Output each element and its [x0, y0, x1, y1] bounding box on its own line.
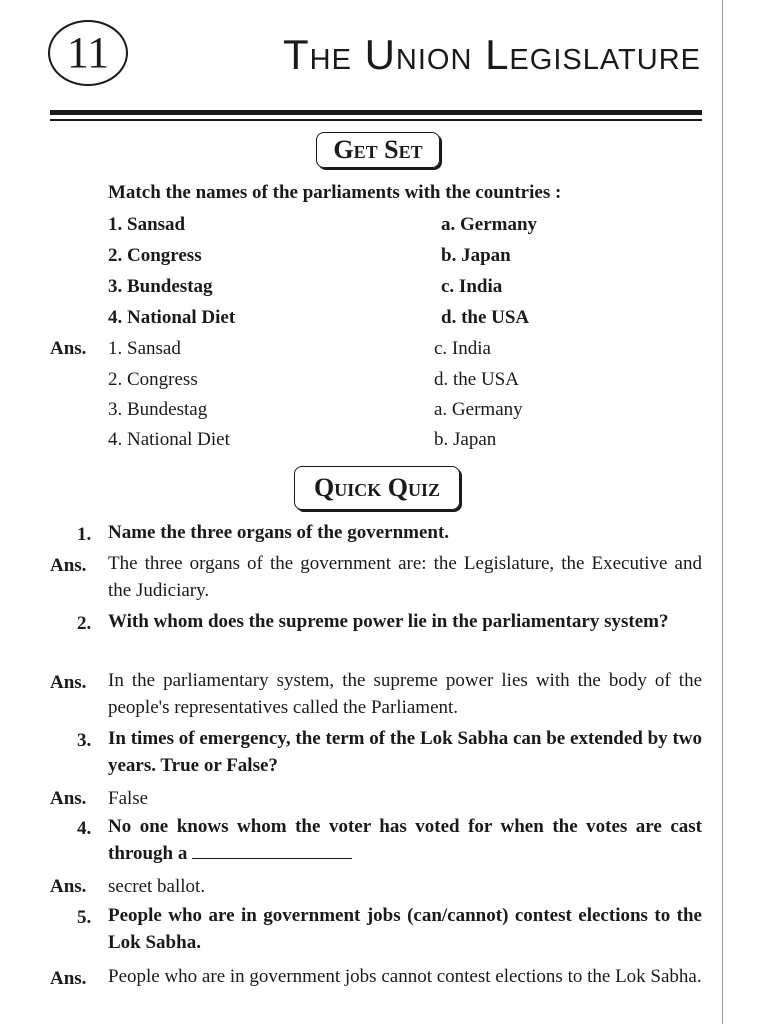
match-right-item: b. Japan [441, 245, 511, 266]
chapter-number-badge [48, 20, 128, 86]
question-text: With whom does the supreme power lie in the parliamentary system? [108, 611, 669, 632]
chapter-number: 11 [66, 28, 110, 77]
question-number: 1. [77, 524, 92, 545]
answer-label: Ans. [50, 555, 87, 576]
quick-quiz-heading [294, 466, 460, 510]
question-text: In times of emergency, the term of the Lok Sabha can be extended by two years. True or False? [108, 728, 702, 776]
match-instruction: Match the names of the parliaments with the countries : [108, 182, 562, 203]
answer-label: Ans. [50, 788, 87, 809]
match-left-item: 3. Bundestag [108, 276, 213, 297]
match-left-item: 1. Sansad [108, 214, 186, 235]
answer-label: Ans. [50, 876, 87, 897]
answer-text: secret ballot. [108, 876, 206, 897]
question-number: 5. [77, 907, 92, 928]
question-number: 4. [77, 818, 92, 839]
answer-right-item: a. Germany [434, 399, 523, 420]
header-rule-thin [50, 119, 702, 121]
question-text: Name the three organs of the government. [108, 522, 450, 543]
answer-left-item: 3. Bundestag [108, 399, 208, 420]
answer-label: Ans. [50, 338, 87, 359]
answer-right-item: d. the USA [434, 369, 519, 390]
question-number: 3. [77, 730, 92, 751]
answer-right-item: b. Japan [434, 429, 497, 450]
match-left-item: 4. National Diet [108, 307, 236, 328]
match-right-item: c. India [441, 276, 503, 297]
answer-label: Ans. [50, 672, 87, 693]
chapter-title: The Union Legislature [282, 31, 701, 78]
get-set-heading-text: Get Set [333, 135, 423, 164]
header-rule-thick [50, 110, 702, 115]
question-text: No one knows whom the voter has voted for when the votes are cast through a [108, 816, 702, 864]
answer-text: False [108, 788, 149, 809]
get-set-heading [316, 132, 440, 168]
match-left-item: 2. Congress [108, 245, 202, 266]
question-number: 2. [77, 613, 92, 634]
quick-quiz-heading-text: Quick Quiz [314, 473, 440, 502]
answer-text: The three organs of the government are: the Legislature, the Executive and the Judiciary. [108, 553, 702, 601]
question-text-with-blank [108, 813, 702, 867]
match-right-item: a. Germany [441, 214, 538, 235]
answer-right-item: c. India [434, 338, 491, 359]
question-text: People who are in government jobs (can/cannot) contest elections to the Lok Sabha. [108, 905, 702, 953]
match-right-item: d. the USA [441, 307, 530, 328]
answer-left-item: 1. Sansad [108, 338, 181, 359]
answer-label: Ans. [50, 968, 87, 989]
answer-text: People who are in government jobs cannot contest elections to the Lok Sabha. [108, 966, 702, 987]
fill-in-blank [192, 857, 352, 859]
answer-text: In the parliamentary system, the supreme power lies with the body of the people's representatives called the Parliament. [108, 670, 702, 718]
answer-left-item: 2. Congress [108, 369, 198, 390]
answer-left-item: 4. National Diet [108, 429, 230, 450]
page-edge-line [722, 0, 723, 1024]
